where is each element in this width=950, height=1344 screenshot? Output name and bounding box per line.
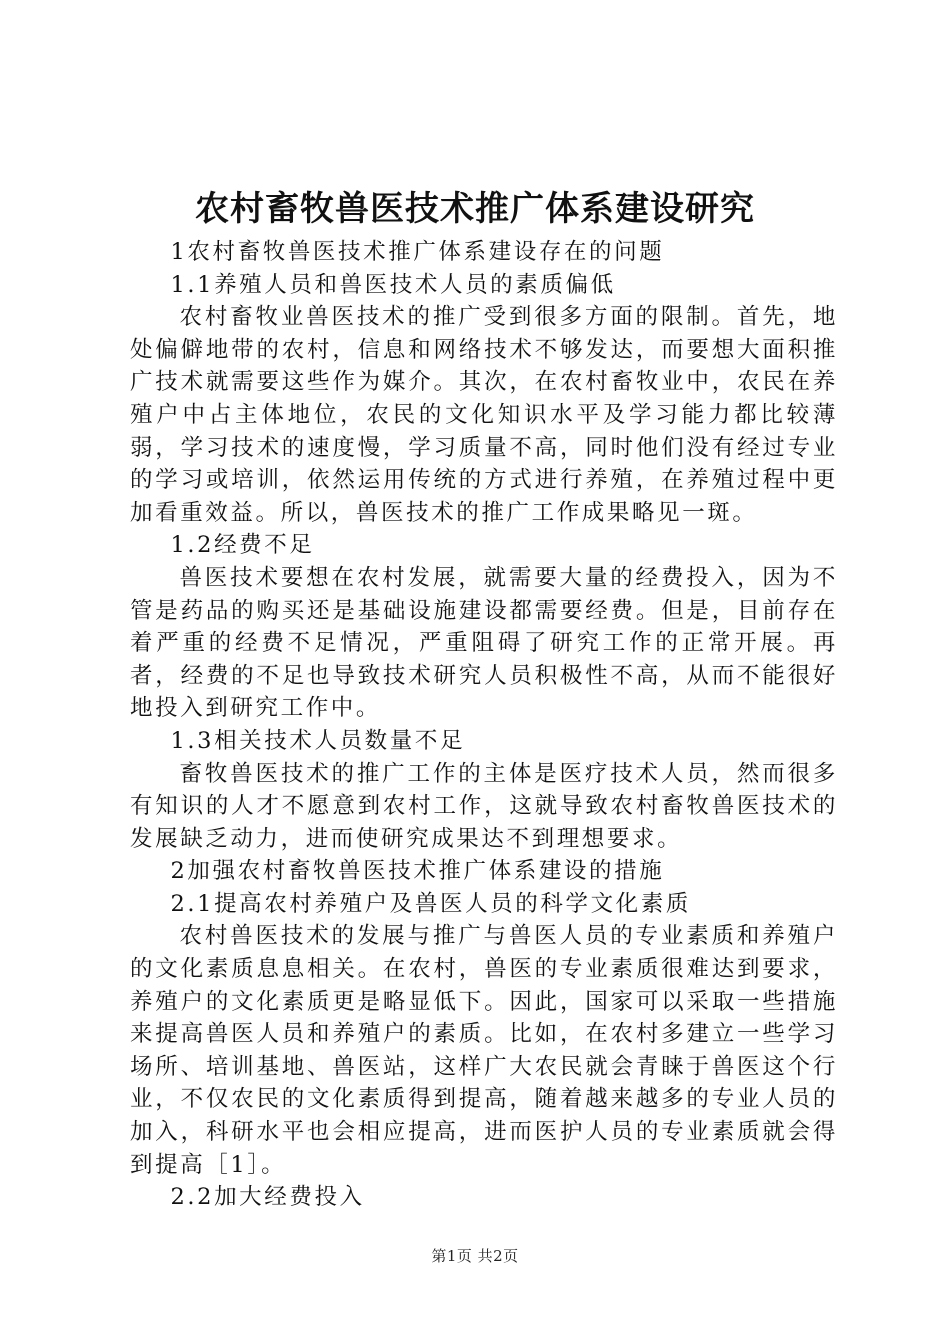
document-body: [130, 236, 838, 1214]
page-footer: 第1页 共2页: [431, 1247, 519, 1265]
body-paragraph: 兽医技术要想在农村发展，就需要大量的经费投入，因为不管是药品的购买还是基础设施建设都需要经费。但是，目前存在着严重的经费不足情况，严重阻碍了研究工作的正常开展。再者，经费的不足也导致技术研究人员积极性不高，从而不能很好地投入到研究工作中。: [130, 564, 838, 722]
subsection-heading: 2.2加大经费投入: [170, 1184, 365, 1211]
body-paragraph: 畜牧兽医技术的推广工作的主体是医疗技术人员，然而很多有知识的人才不愿意到农村工作，这就导致农村畜牧兽医技术的发展缺乏动力，进而使研究成果达不到理想要求。: [130, 760, 838, 852]
section-heading: 1农村畜牧兽医技术推广体系建设存在的问题: [170, 239, 665, 265]
subsection-heading: 1.1养殖人员和兽医技术人员的素质偏低: [170, 271, 616, 298]
body-paragraph: 农村畜牧业兽医技术的推广受到很多方面的限制。首先，地处偏僻地带的农村，信息和网络技术不够发达，而要想大面积推广技术就需要这些作为媒介。其次，在农村畜牧业中，农民在养殖户中占主体地位，农民的文化知识水平及学习能力都比较薄弱，学习技术的速度慢，学习质量不高，同时他们没有经过专业的学习或培训，依然运用传统的方式进行养殖，在养殖过程中更加看重效益。所以，兽医技术的推广工作成果略见一斑。: [130, 304, 838, 526]
subsection-heading: 1.2经费不足: [170, 532, 315, 559]
document-title: 农村畜牧兽医技术推广体系建设研究: [195, 189, 755, 229]
section-heading: 2加强农村畜牧兽医技术推广体系建设的措施: [170, 858, 665, 885]
body-paragraph: 农村兽医技术的发展与推广与兽医人员的专业素质和养殖户的文化素质息息相关。在农村，兽医的专业素质很难达到要求，养殖户的文化素质更是略显低下。因此，国家可以采取一些措施来提高兽医人员和养殖户的素质。比如，在农村多建立一些学习场所、培训基地、兽医站，这样广大农民就会青睐于兽医这个行业，不仅农民的文化素质得到提高，随着越来越多的专业人员的加入，科研水平也会相应提高，进而医护人员的专业素质就会得到提高［1］。: [130, 923, 838, 1178]
subsection-heading: 1.3相关技术人员数量不足: [170, 727, 466, 754]
subsection-heading: 2.1提高农村养殖户及兽医人员的科学文化素质: [170, 890, 691, 917]
